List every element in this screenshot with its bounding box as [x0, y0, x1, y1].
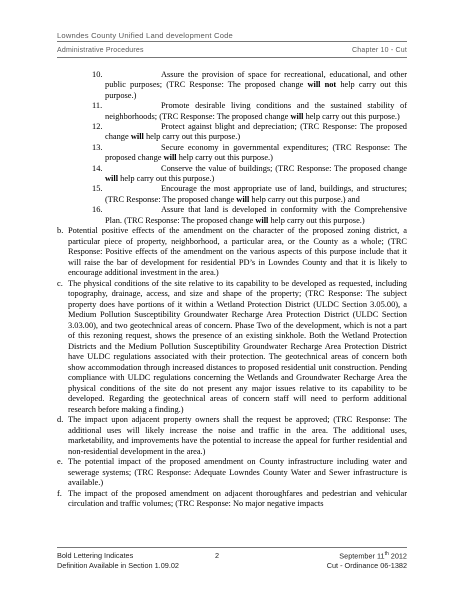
item-text: Secure economy in governmental expenditures; (TRC Response: The — [161, 142, 407, 152]
item-text: Assure that land is developed in conformity with the Comprehensive — [161, 205, 407, 215]
bold-term: will — [163, 153, 177, 163]
item-letter: b. — [57, 226, 64, 236]
numbered-item: 11. Promote desirable living conditions and the sustained stability of neighborhoods; (TRC Response: The proposed change will help carry out this purpose.) — [92, 101, 407, 121]
item-number: 11. — [92, 101, 103, 111]
item-letter: c. — [57, 278, 63, 288]
footer-ordinance: Cut - Ordinance 06-1382 — [326, 561, 407, 570]
item-letter: e. — [57, 457, 63, 467]
footer-rule — [57, 547, 407, 548]
section-title: Administrative Procedures — [57, 47, 144, 54]
item-number: 16. — [92, 205, 103, 215]
item-letter: f. — [57, 488, 62, 498]
item-number: 12. — [92, 122, 103, 132]
numbered-item: 10. Assure the provision of space for recreational, educational, and other public purposes; (TRC Response: The proposed change will not help carry out this purpose.) — [92, 70, 408, 100]
numbered-item: 15. Encourage the most appropriate use of land, buildings, and structures; (TRC Response: The proposed change will help carry out this purpose.) and — [92, 184, 407, 204]
bold-term: will — [236, 194, 250, 204]
bold-term: will — [130, 132, 144, 142]
item-text: The impact upon adjacent property owners shall the request be approved; (TRC Response: The additional uses will likely increase the noise and traffic in the area. The additional uses, marketability, and improvements have the potential to increase the appeal for further residential and non-residential development in the area.) — [68, 415, 407, 456]
lettered-item — [57, 279, 407, 416]
item-letter: d. — [57, 415, 64, 425]
bold-term: will — [290, 111, 304, 121]
item-text: Potential positive effects of the amendment on the character of the proposed zoning district, a particular piece of property, neighborhood, a particular area, or the County as a whole; (TRC Response: Positive effects of the amendment on the various aspects of this purpose include that it will raise the bar of development for residential PD’s in Lowndes County and that it is likely to encourage additional investment in the area.) — [68, 226, 407, 278]
footer-bold-note: Bold Lettering Indicates — [57, 551, 134, 560]
lettered-item — [57, 489, 407, 510]
numbered-item: 16. Assure that land is developed in conformity with the Comprehensive Plan. (TRC Response: The proposed change will help carry out this purpose.) — [92, 205, 407, 225]
item-text: The physical conditions of the site relative to its capability to be developed as requested, including topography, drainage, access, and size and shape of the property; (TRC Response: The subject property does have portions of it within a Wetland Protection District (ULDC Section 3.05.00), a Medium Pollution Susceptibility Groundwater Recharge Area Protection District (ULDC Section 3.03.00), and two geotechnical areas of concern. Phase Two of the development, which is not a part of this rezoning request, shows the presence of an existing sinkhole. Both the Wetland Protection Districts and the Medium Pollution Susceptibility Groundwater Recharge Area Protection District have ULDC regulations associated with their protection. The geotechnical areas of concern both show accommodation through increased distances to proposed residential unit construction. Pending compliance with ULDC regulations concerning the Wetlands and Groundwater Recharge Area the physical conditions of the site do not present any major issues relative to its capability to be developed. Regarding the geotechnical areas of concern staff will need to perform additional research before making a finding.) — [68, 278, 407, 414]
item-number: 13. — [92, 142, 103, 152]
bold-term: will not — [307, 80, 337, 90]
header-rule-2 — [57, 57, 407, 58]
document-body — [57, 70, 407, 510]
item-text: Assure the provision of space for recreational, educational, and other — [161, 70, 407, 79]
lettered-item — [57, 415, 407, 457]
item-number: 15. — [92, 184, 103, 194]
code-title: Lowndes County Unified Land development Code — [57, 31, 233, 40]
chapter-title: Chapter 10 - Cut — [352, 47, 407, 54]
item-text: Conserve the value of buildings; (TRC Response: The proposed — [161, 163, 381, 173]
numbered-item: 12. Protect against blight and depreciation; (TRC Response: The proposed change will help carry out this purpose.) — [92, 122, 407, 142]
footer-date: September 11th 2012 — [339, 551, 407, 561]
item-text: The potential impact of the proposed amendment on County infrastructure including water and sewerage systems; (TRC Response: Adequate Lowndes County Water and Sewer infrastructure is available.) — [68, 457, 407, 488]
bold-term: will — [105, 174, 119, 184]
item-text: Promote desirable living conditions and the sustained stability of — [161, 101, 407, 111]
item-text: Protect against blight and depreciation; (TRC Response: The proposed — [161, 122, 407, 132]
bold-term: will — [255, 215, 269, 225]
footer-definition-note: Definition Available in Section 1.09.02 — [57, 561, 179, 570]
lettered-item — [57, 457, 407, 489]
item-text: The impact of the proposed amendment on adjacent thoroughfares and pedestrian and vehicular circulation and traffic volumes; (TRC Response: No major negative impacts — [68, 488, 407, 509]
numbered-item: 14. Conserve the value of buildings; (TRC Response: The proposed change will help carry out this purpose.) — [92, 163, 407, 184]
item-text: Encourage the most appropriate use of land, buildings, and structures; — [161, 184, 407, 194]
lettered-item — [57, 226, 407, 279]
numbered-item: 13. Secure economy in governmental expenditures; (TRC Response: The proposed change will help carry out this purpose.) — [92, 142, 407, 163]
item-number: 10. — [92, 70, 103, 79]
header-rule — [57, 41, 407, 42]
section-header — [57, 47, 407, 54]
page-number: 2 — [215, 551, 220, 560]
item-number: 14. — [92, 163, 103, 173]
